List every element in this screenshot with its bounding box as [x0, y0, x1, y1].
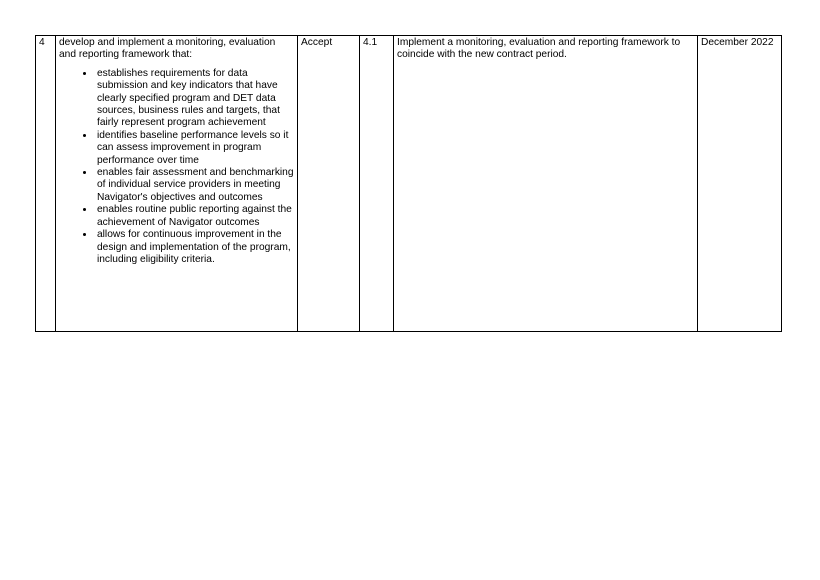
- bullet-item: • enables routine public reporting against the achievement of Navigator outcomes: [95, 204, 294, 229]
- bullet-item: • allows for continuous improvement in the design and implementation of the program, including eligibility criteria.: [95, 229, 294, 266]
- recommendation-text: [56, 36, 298, 332]
- bullet-item: • identifies baseline performance levels so it can assess improvement in program performance over time: [95, 130, 294, 167]
- recommendations-table: [35, 35, 782, 332]
- recommendation-intro: develop and implement a monitoring, evaluation and reporting framework that:: [59, 37, 276, 61]
- table-row: [36, 36, 782, 332]
- timeframe: December 2022: [698, 36, 782, 332]
- bullet-item: • enables fair assessment and benchmarking of individual service providers in meeting Navigator's objectives and outcomes: [95, 167, 294, 204]
- recommendation-number: 4: [36, 36, 56, 332]
- action-text: Implement a monitoring, evaluation and reporting framework to coincide with the new contract period.: [394, 36, 698, 332]
- response: Accept: [298, 36, 360, 332]
- bullet-item: • establishes requirements for data submission and key indicators that have clearly specified program and DET data sources, business rules and targets, that fairly represent program achievement: [95, 68, 294, 130]
- recommendation-bullets: [59, 68, 294, 267]
- action-number: 4.1: [360, 36, 394, 332]
